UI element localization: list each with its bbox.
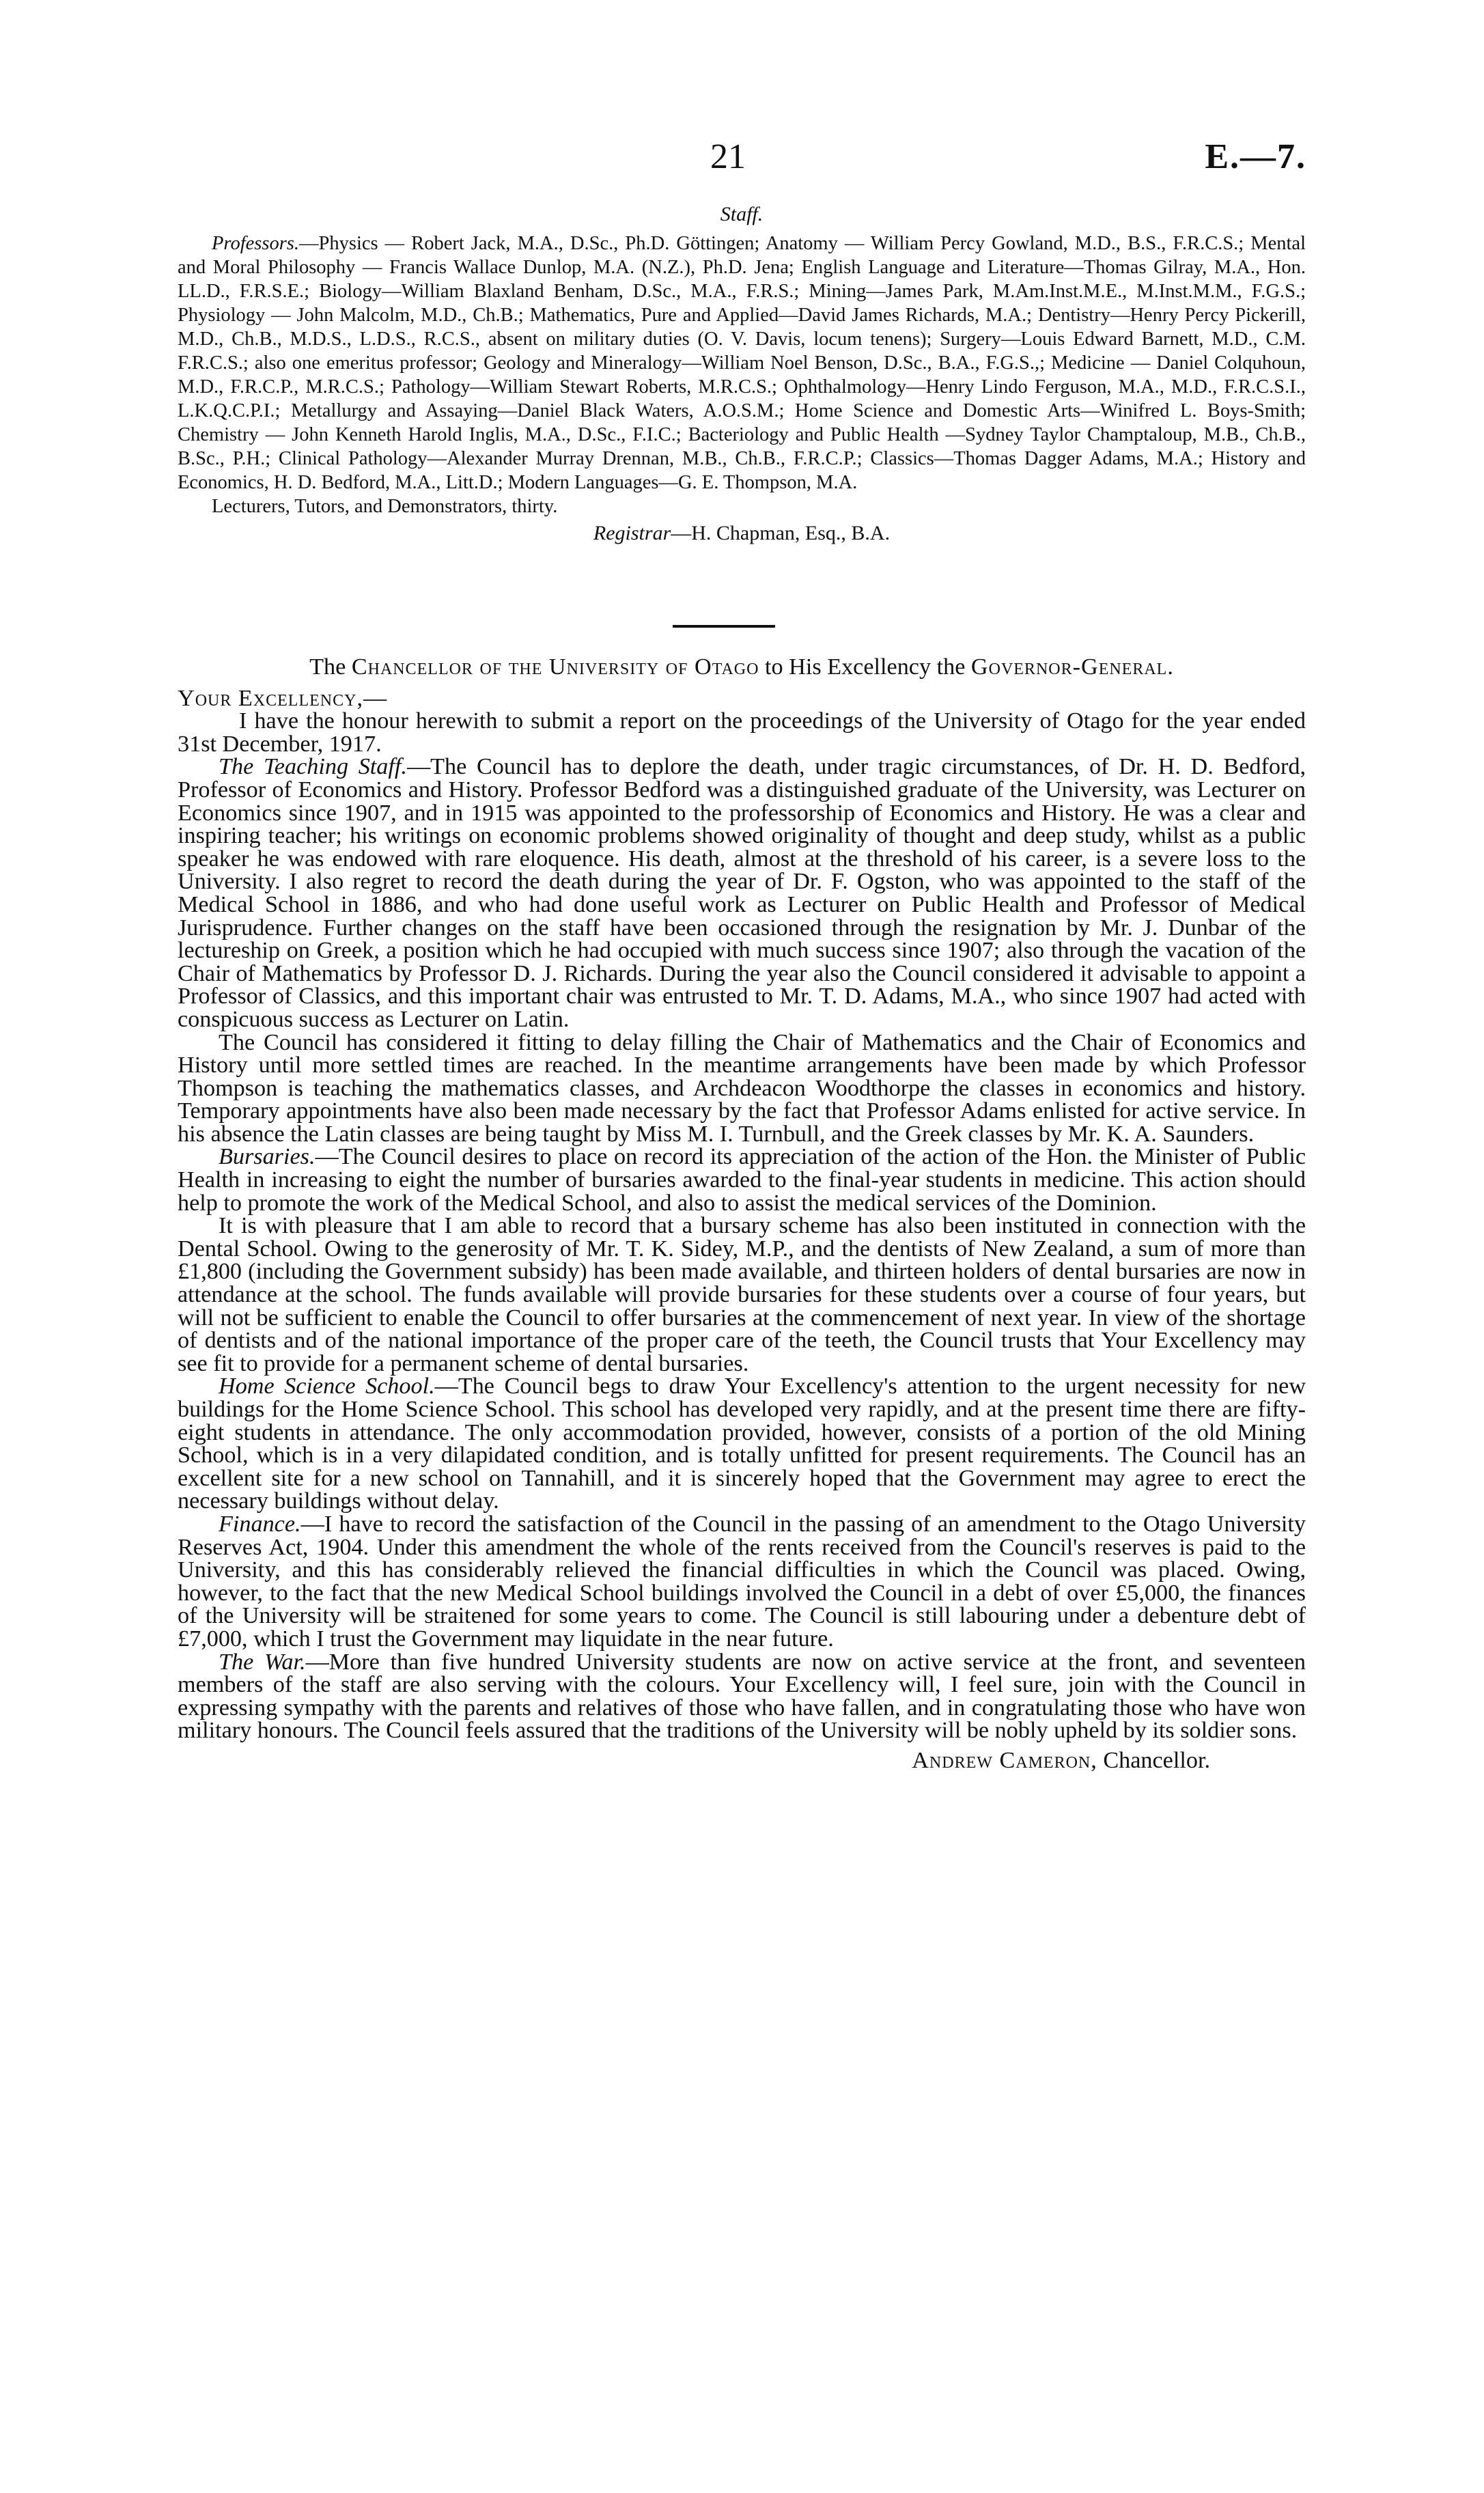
address-prefix: The (309, 654, 346, 680)
chancellor-letter (178, 656, 1306, 1772)
war-label: The War. (219, 1649, 306, 1675)
registrar-line (178, 521, 1306, 545)
teaching-staff-text: —The Council has to deplore the death, under tragic circumstances, of Dr. H. D. Bedford, Professor of Economics and History. Professor Bedford was a distinguished graduate of the University, was Lecturer on Economics since 1907, and in 1915 was appointed to the professorship of Economics and History. He was a clear and inspiring teacher; his writings on economic problems showed originality of thought and deep study, whilst as a public speaker he was endowed with rare eloquence. His death, almost at the threshold of his career, is a severe loss to the University. I also regret to record the death during the year of Dr. F. Ogston, who was appointed to the staff of the Medical School in 1886, and who had done useful work as Lecturer on Public Health and Professor of Medical Jurisprudence. Further changes on the staff have been occasioned through the resignation by Mr. J. Dunbar of the lectureship on Greek, a position which he had occupied with much success since 1907; also through the vacation of the Chair of Mathematics by Professor D. J. Richards. During the year also the Council considered it advisable to appoint a Professor of Classics, and this important chair was entrusted to Mr. T. D. Adams, M.A., who since 1907 had acted with conspicuous success as Lecturer on Latin. (178, 754, 1306, 1032)
letter-address (178, 656, 1306, 679)
staff-section (178, 202, 1306, 545)
staff-heading: Staff. (720, 203, 764, 225)
professors-label: Professors. (212, 233, 299, 254)
address-middle: to His Excellency the (765, 654, 966, 680)
address-chancellor: Chancellor of the University of Otago (351, 654, 759, 680)
lecturers-line: Lecturers, Tutors, and Demonstrators, thirty. (212, 496, 558, 517)
registrar-label: Registrar (593, 522, 671, 544)
page-number: 21 (710, 137, 746, 176)
page-header (0, 137, 1484, 191)
bursaries-paragraph (178, 1145, 1306, 1214)
address-governor: Governor-General. (970, 654, 1174, 680)
finance-text: —I have to record the satisfaction of the Council in the passing of an amendment to the Otago University Reserves Act, 1904. Under this amendment the whole of the rents received from the Council's reserves is paid to the University, and this has considerably relieved the financial difficulties in which the Council was placed. Owing, however, to the fact that the new Medical School buildings involved the Council in a debt of over £5,000, the finances of the University will be straitened for some years to come. The Council is still labouring under a debenture debt of £7,000, which I trust the Government may liquidate in the near future. (178, 1511, 1306, 1652)
signature-title: Chancellor. (1103, 1747, 1210, 1773)
war-paragraph (178, 1651, 1306, 1742)
home-science-text: —The Council begs to draw Your Excellency's attention to the urgent necessity for new buildings for the Home Science School. This school has developed very rapidly, and at the present time there are fifty-eight students in attendance. The only accommodation provided, however, consists of a portion of the old Mining School, which is in a very dilapidated condition, and is totally unfitted for present requirements. The Council has an excellent site for a new school on Tannahill, and it is sincerely hoped that the Government may agree to erect the necessary buildings without delay. (178, 1374, 1306, 1514)
intro-paragraph: I have the honour herewith to submit a report on the proceedings of the University of Otago for the year ended 31st December, 1917. (178, 708, 1306, 757)
salutation: Your Excellency,— (178, 685, 388, 711)
home-science-label: Home Science School. (219, 1374, 435, 1399)
finance-paragraph (178, 1513, 1306, 1651)
section-divider (673, 625, 775, 628)
council-delay-paragraph: The Council has considered it fitting to delay filling the Chair of Mathematics and the Chair of Economics and History until more settled times are reached. In the meantime arrangements have been made by which Professor Thompson is teaching the mathematics classes, and Archdeacon Woodthorpe the classes in economics and history. Temporary appointments have also been made necessary by the fact that Professor Adams enlisted for active service. In his absence the Latin classes are being taught by Miss M. I. Turnbull, and the Greek classes by Mr. K. A. Saunders. (178, 1029, 1306, 1147)
professors-text: —Physics — Robert Jack, M.A., D.Sc., Ph.D. Göttingen; Anatomy — William Percy Gowland, M.D., B.S., F.R.C.S.; Mental and Moral Philosophy — Francis Wallace Dunlop, M.A. (N.Z.), Ph.D. Jena; English Language and Literature—Thomas Gilray, M.A., Hon. LL.D., F.R.S.E.; Biology—William Blaxland Benham, D.Sc., M.A., F.R.S.; Mining—James Park, M.Am.Inst.M.E., M.Inst.M.M., F.G.S.; Physiology — John Malcolm, M.D., Ch.B.; Mathematics, Pure and Applied—David James Richards, M.A.; Dentistry—Henry Percy Pickerill, M.D., Ch.B., M.D.S., L.D.S., R.C.S., absent on military duties (O. V. Davis, locum tenens); Surgery—Louis Edward Barnett, M.D., C.M. F.R.C.S.; also one emeritus professor; Geology and Mineralogy—William Noel Benson, D.Sc., B.A., F.G.S.,; Medicine — Daniel Colquhoun, M.D., F.R.C.P., M.R.C.S.; Pathology—William Stewart Roberts, M.R.C.S.; Ophthalmology—Henry Lindo Ferguson, M.A., M.D., F.R.C.S.I., L.K.Q.C.P.I.; Metallurgy and Assaying—Daniel Black Waters, A.O.S.M.; Home Science and Domestic Arts—Winifred L. Boys-Smith; Chemistry — John Kenneth Harold Inglis, M.A., D.Sc., F.I.C.; Bacteriology and Public Health —Sydney Taylor Champtaloup, M.B., Ch.B., B.Sc., P.H.; Clinical Pathology—Alexander Murray Drennan, M.B., Ch.B., F.R.C.P.; Classics—Thomas Dagger Adams, M.A.; History and Economics, H. D. Bedford, M.A., Litt.D.; Modern Languages—G. E. Thompson, M.A. (178, 233, 1306, 493)
registrar-text: —H. Chapman, Esq., B.A. (671, 522, 891, 544)
dental-bursaries-paragraph: It is with pleasure that I am able to record that a bursary scheme has also been instituted in connection with the Dental School. Owing to the generosity of Mr. T. K. Sidey, M.P., and the dentists of New Zealand, a sum of more than £1,800 (including the Government subsidy) has been made available, and thirteen holders of dental bursaries are now in attendance at the school. The funds available will provide bursaries for these students over a course of four years, but will not be sufficient to enable the Council to offer bursaries at the commencement of next year. In view of the shortage of dentists and of the national importance of the proper care of the teeth, the Council trusts that Your Excellency may see fit to provide for a permanent scheme of dental bursaries. (178, 1213, 1306, 1376)
teaching-staff-paragraph (178, 755, 1306, 1031)
teaching-staff-label: The Teaching Staff. (219, 754, 407, 780)
home-science-paragraph (178, 1375, 1306, 1513)
finance-label: Finance. (219, 1511, 301, 1537)
bursaries-text: —The Council desires to place on record its appreciation of the action of the Hon. the Minister of Public Health in increasing to eight the number of bursaries awarded to the final-year students in medicine. This action should help to promote the work of the Medical School, and also to assist the medical services of the Dominion. (178, 1144, 1306, 1216)
signature-name: Andrew Cameron, (912, 1747, 1097, 1773)
professors-list (178, 232, 1306, 495)
bursaries-label: Bursaries. (219, 1144, 316, 1170)
war-text: —More than five hundred University students are now on active service at the front, and seventeen members of the staff are also serving with the colours. Your Excellency will, I feel sure, join with the Council in expressing sympathy with the parents and relatives of those who have fallen, and in congratulating those who have won military honours. The Council feels assured that the traditions of the University will be nobly upheld by its soldier sons. (178, 1649, 1306, 1744)
document-reference: E.—7. (1205, 137, 1306, 176)
signature (178, 1749, 1306, 1772)
